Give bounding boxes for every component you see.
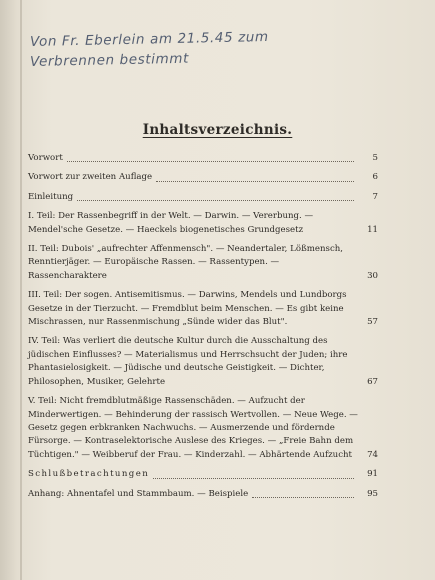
toc-page-number: 67 <box>367 376 378 387</box>
toc-entry-text: V. Teil: Nicht fremdblutmäßige Rassenschäden. — Aufzucht der Minderwertigen. — Behinderung der rassisch Wertvollen. — Neue Wege. — Gesetz gegen erbkranken Nachwuchs. — Ausmerzende und fördernde Fürsorge. — Kontraselektorische Auslese des Krieges. — „Freie Bahn dem Tüchtigen." — Weibberuf der Frau. — Kinderzahl. — Abhärtende Aufzucht <box>28 396 358 460</box>
toc-page-number: 7 <box>372 191 378 202</box>
dot-leader <box>67 161 354 162</box>
toc-entry <box>28 395 378 462</box>
toc-entry <box>28 171 378 184</box>
dot-leader <box>156 181 354 182</box>
dot-leader <box>153 478 354 479</box>
page-fold-shadow <box>20 0 22 580</box>
toc-page-number: 91 <box>367 469 378 480</box>
toc-entry-text: Schlußbetrachtungen <box>28 469 150 480</box>
toc-entry-text: Vorwort <box>28 153 63 163</box>
dot-leader <box>252 497 354 498</box>
dot-leader <box>77 200 354 201</box>
toc-entry <box>28 152 378 165</box>
toc-entry-text: III. Teil: Der sogen. Antisemitismus. — Darwins, Mendels und Lundborgs Gesetze in der Tierzucht. — Fremdblut beim Menschen. — Es gibt keine Mischrassen, nur Rassenmischung „Sünde wider das Blut". <box>28 290 347 328</box>
toc-page-number: 74 <box>367 449 378 460</box>
toc-page-number: 6 <box>372 172 378 183</box>
toc-entry <box>28 210 378 237</box>
toc-page-number: 5 <box>372 153 378 163</box>
toc-page-number: 11 <box>367 224 378 235</box>
toc-entry-text: Anhang: Ahnentafel und Stammbaum. — Beispiele <box>28 488 249 499</box>
table-of-contents <box>28 152 378 507</box>
toc-entry <box>28 488 378 501</box>
toc-page-number: 30 <box>367 270 378 281</box>
toc-entry-text: II. Teil: Dubois' „aufrechter Affenmensch". — Neandertaler, Lößmensch, Renntierjäger. — Europäische Rassen. — Rassentypen. — Rassencharaktere <box>28 244 344 281</box>
toc-entry-text: Einleitung <box>28 191 74 202</box>
toc-page-number: 95 <box>367 488 378 499</box>
toc-entry <box>28 289 378 329</box>
toc-page-number: 57 <box>367 317 378 328</box>
toc-entry-text: IV. Teil: Was verliert die deutsche Kultur durch die Ausschaltung des jüdischen Einflusses? — Materialismus und Herrschsucht der Juden; ihre Phantasielosigkeit. — Jüdische und deutsche Geistigkeit. — Dichter, Philosophen, Musiker, Gelehrte <box>28 336 348 387</box>
toc-entry <box>28 191 378 204</box>
toc-entry <box>28 335 378 389</box>
page-title: Inhaltsverzeichnis. <box>142 122 293 138</box>
toc-entry-text: Vorwort zur zweiten Auflage <box>28 172 153 183</box>
handwritten-note-line-2: Verbrennen bestimmt <box>29 50 190 70</box>
toc-entry <box>28 468 378 481</box>
toc-entry-text: I. Teil: Der Rassenbegriff in der Welt. — Darwin. — Vererbung. — Mendel'sche Gesetze. — Haeckels biogenetisches Grundgesetz <box>28 211 314 235</box>
handwritten-note-line-1: Von Fr. Eberlein am 21.5.45 zum <box>29 29 269 50</box>
toc-entry <box>28 243 378 283</box>
